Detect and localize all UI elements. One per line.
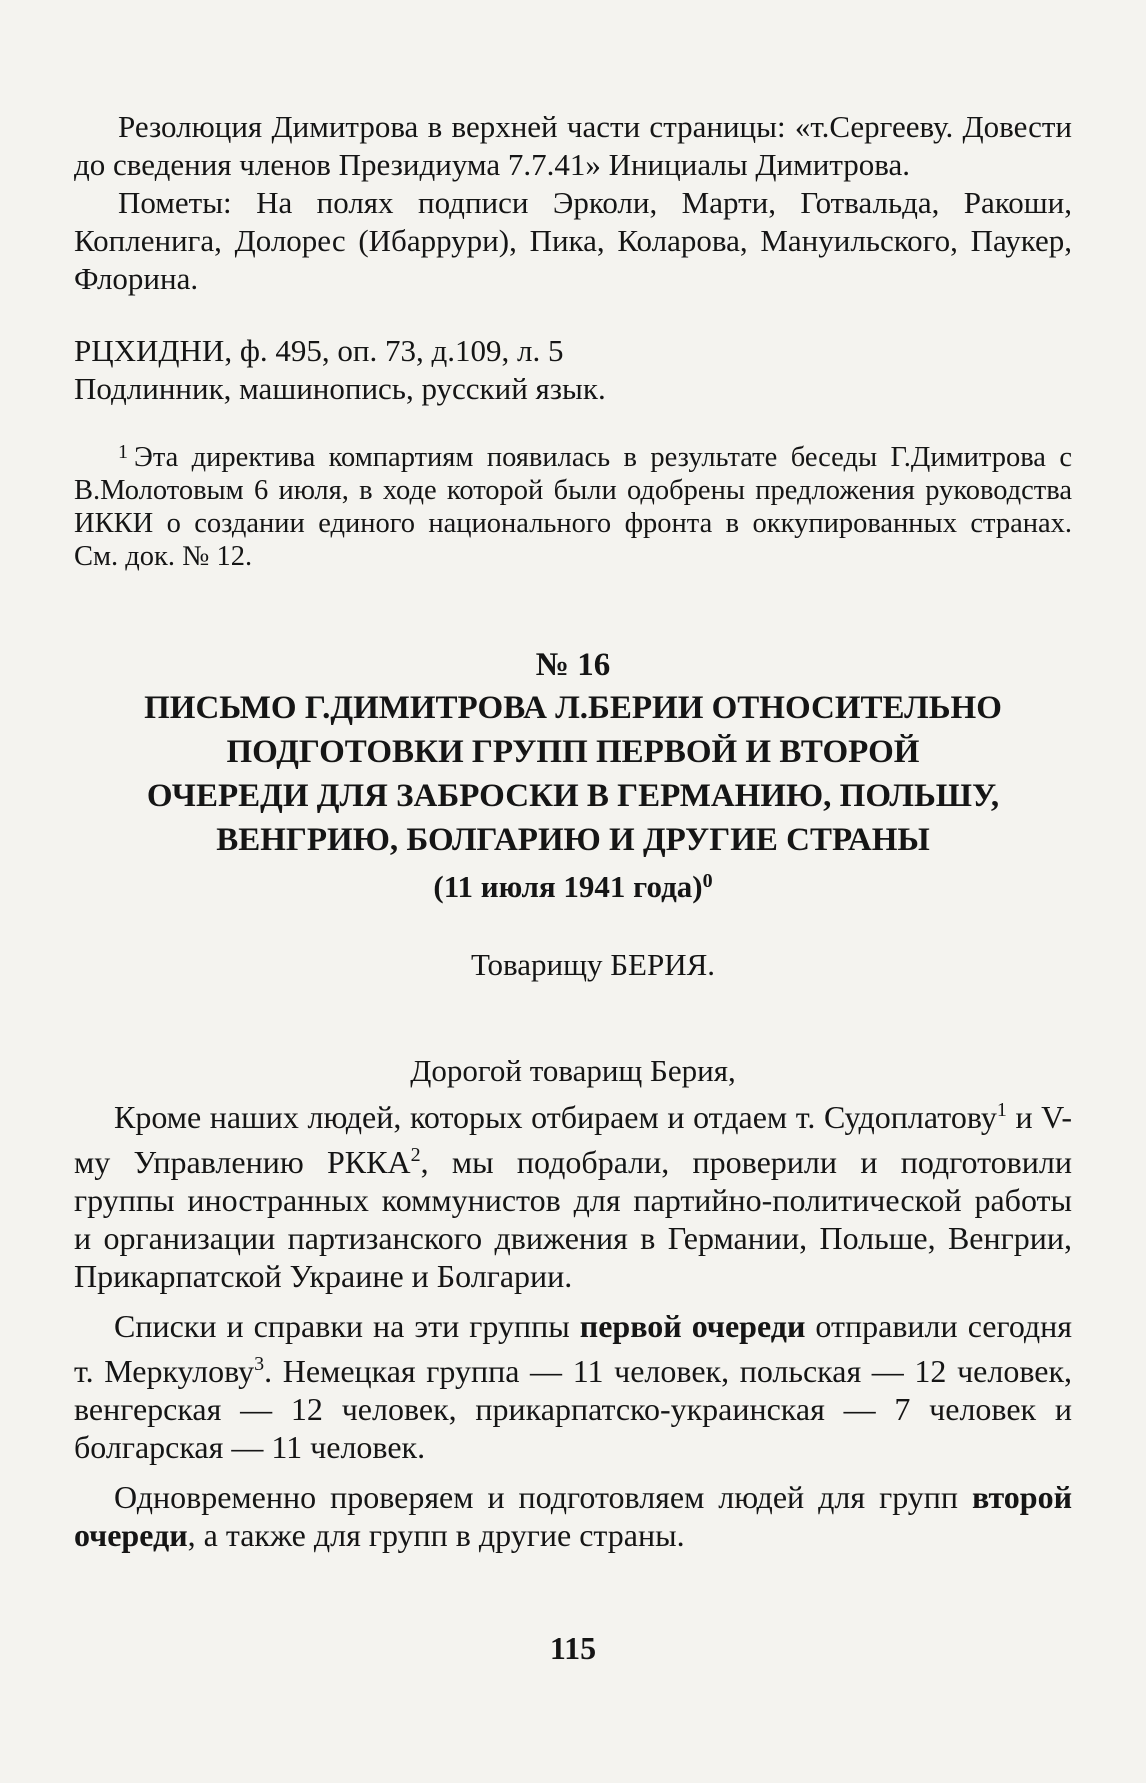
footnote-text: Эта директива компартиям появилась в результате беседы Г.Димитрова с В.Молотовым 6 июля, в ходе которой были одобрены предложения руководства ИККИ о создании единого национального фронта в оккупированных странах. См. док. № 12. <box>74 442 1072 572</box>
footnote-marker: 1 <box>118 441 128 463</box>
footnote <box>74 436 1072 573</box>
archive-reference: РЦХИДНИ, ф. 495, оп. 73, д.109, л. 5 <box>74 333 564 368</box>
document-title <box>74 687 1072 861</box>
original-note: Подлинник, машинопись, русский язык. <box>74 371 606 406</box>
salutation: Дорогой товарищ Берия, <box>410 1053 736 1088</box>
document-page <box>74 108 1072 1554</box>
text-run: , а также для групп в другие страны. <box>187 1517 685 1553</box>
resolution-note: Резолюция Димитрова в верхней части страницы: «т.Сергееву. Довести до сведения членов Президиума 7.7.41» Инициалы Димитрова. <box>74 109 1072 182</box>
bold-text-run: первой очереди <box>579 1308 806 1344</box>
document-date-mark: 0 <box>702 870 713 892</box>
footnote-ref: 1 <box>996 1099 1007 1121</box>
title-line: ОЧЕРЕДИ ДЛЯ ЗАБРОСКИ В ГЕРМАНИЮ, ПОЛЬШУ, <box>146 778 1000 814</box>
document-date-text: (11 июля 1941 года) <box>433 869 703 904</box>
footnote-ref: 2 <box>410 1144 421 1166</box>
letter-paragraph <box>74 1307 1072 1466</box>
document-date <box>74 861 1072 907</box>
document-number: № 16 <box>535 647 611 683</box>
marks-note: Пометы: На полях подписи Эрколи, Марти, Готвальда, Ракоши, Копленига, Долорес (Ибаррури), Пика, Коларова, Мануильского, Паукер, Флорина. <box>74 185 1072 296</box>
title-line: ПИСЬМО Г.ДИМИТРОВА Л.БЕРИИ ОТНОСИТЕЛЬНО <box>144 690 1002 726</box>
footnote-ref: 3 <box>254 1353 265 1375</box>
title-line: ВЕНГРИЮ, БОЛГАРИЮ И ДРУГИЕ СТРАНЫ <box>216 822 930 858</box>
text-run: . Немецкая группа — 11 человек, польская — 12 человек, венгерская — 12 человек, прикарпатско-украинская — 7 человек и болгарская — 11 человек. <box>74 1353 1073 1465</box>
bold-text-run: второй очереди <box>74 1479 1072 1553</box>
text-run: , мы подобрали, проверили и подготовили группы иностранных коммунистов для партийно-политической работы и организации партизанского движения в Германии, Польше, Венгрии, Прикарпатской Украине и Болгарии. <box>74 1144 1073 1294</box>
text-run: Кроме наших людей, которых отбираем и отдаем т. Судоплатову <box>114 1099 997 1135</box>
title-line: ПОДГОТОВКИ ГРУПП ПЕРВОЙ И ВТОРОЙ <box>226 734 920 770</box>
text-run: Списки и справки на эти группы <box>114 1308 580 1344</box>
page-number: 115 <box>549 1630 597 1666</box>
text-run: и V-му Управлению РККА <box>74 1099 1073 1180</box>
text-run: Одновременно проверяем и подготовляем людей для групп <box>114 1479 972 1515</box>
letter-paragraph <box>74 1091 1072 1295</box>
letter-paragraph <box>74 1478 1072 1554</box>
text-run: отправили сегодня т. Меркулову <box>74 1308 1073 1389</box>
addressee: Товарищу БЕРИЯ. <box>470 947 716 982</box>
